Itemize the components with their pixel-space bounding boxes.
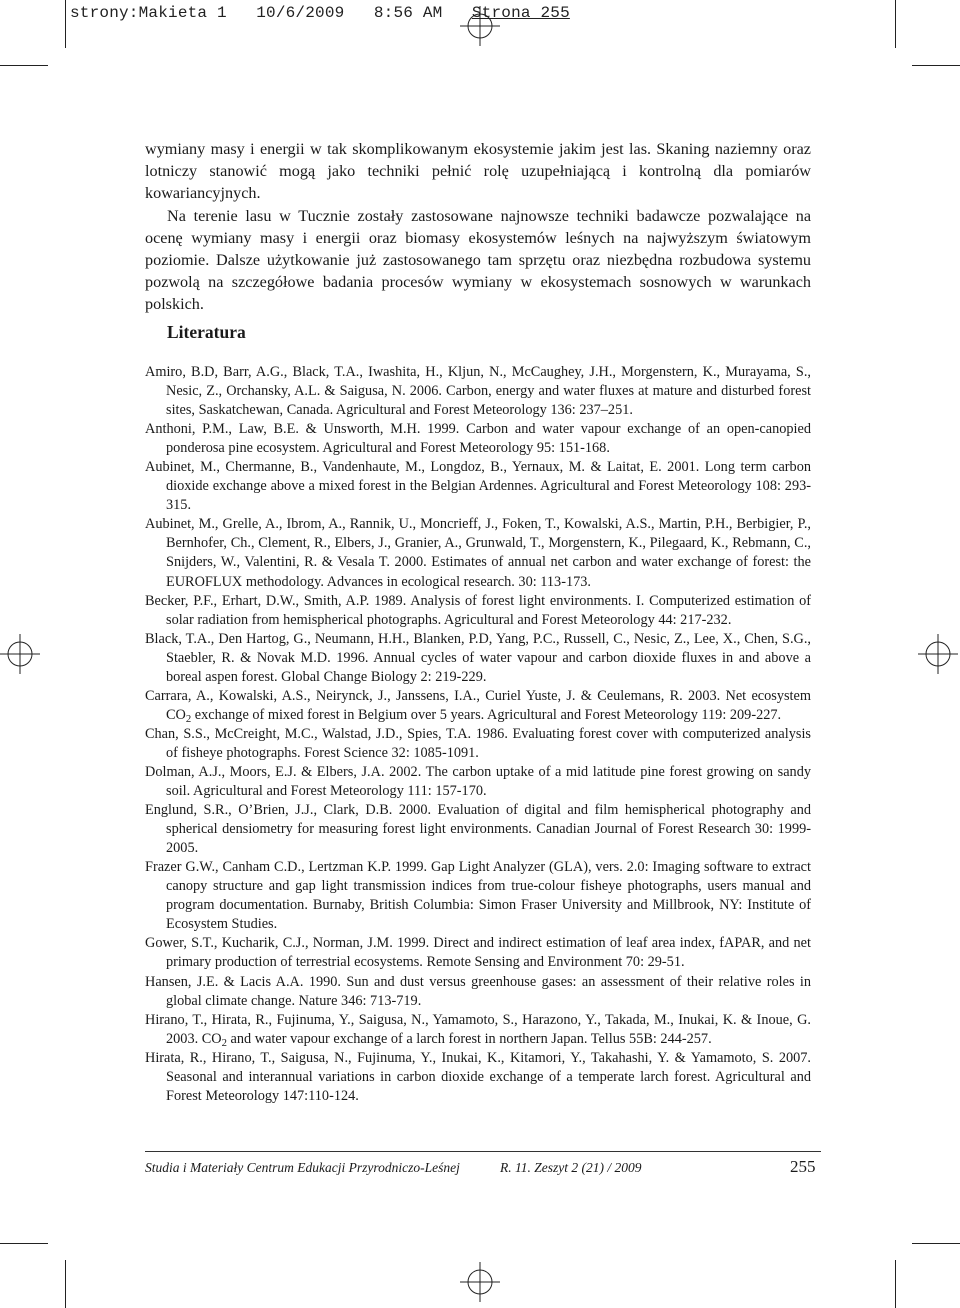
reference-item: Dolman, A.J., Moors, E.J. & Elbers, J.A. 2002. The carbon uptake of a mid latitude pine forest growing on sandy soil. Agricultural and Forest Meteorology 111: 157-170. — [145, 763, 811, 800]
crop-mark-top-right-v — [895, 0, 896, 48]
reference-item: Becker, P.F., Erhart, D.W., Smith, A.P. 1989. Analysis of forest light environments. I. Computerized estimation of solar radiation from hemispherical photographs. Agricultural and Forest Meteorology 44: 217-232. — [145, 592, 811, 628]
body-paragraph-2: Na terenie lasu w Tucznie zostały zastosowane najnowsze techniki badawcze pozwalające na ocenę wymiany masy i energii oraz biomasy ekosystemów leśnych na najwyższym światowym poziomie. Dalsze użytkowanie już zastosowanego tam sprzętu oraz niezbędna rozbudowa systemu pozwolą na szczegółowe badania procesów wymiany w ekosystemach sosnowych w warunkach polskich. — [145, 206, 811, 314]
crop-mark-bottom-left-h — [0, 1243, 48, 1244]
crop-mark-top-left-v — [65, 0, 66, 48]
footer-issue: R. 11. Zeszyt 2 (21) / 2009 — [500, 1160, 642, 1175]
reference-item: Aubinet, M., Chermanne, B., Vandenhaute, M., Longdoz, B., Yernaux, M. & Laitat, E. 2001. Long term carbon dioxide exchange above a mixed forest in the Belgian Ardennes. Agricultural and Forest Meteorology 108: 293-315. — [145, 459, 811, 514]
body-text — [145, 138, 811, 316]
body-paragraph-1: wymiany masy i energii w tak skomplikowanym ekosystemie jakim jest las. Skaning naziemny oraz lotniczy stanowić mogą jako techniki pełnić rolę uzupełniającą i kontrolną dla pomiarów kowariancyjnych. — [145, 140, 811, 203]
ref-carrara-sub: 2 — [185, 713, 192, 726]
ref-hirano-sub: 2 — [221, 1036, 227, 1049]
slug-prefix: strony:Makieta 1 10/6/2009 8:56 AM — [70, 4, 472, 22]
footer-rule — [145, 1151, 821, 1152]
reference-item: Gower, S.T., Kucharik, C.J., Norman, J.M. 1999. Direct and indirect estimation of leaf area index, fAPAR, and net primary production of terrestrial ecosystems. Remote Sensing and Environment 70: 29-51. — [145, 935, 811, 971]
section-heading: Literatura — [167, 322, 246, 342]
reference-item-carrara — [145, 687, 811, 725]
reference-item: Amiro, B.D, Barr, A.G., Black, T.A., Iwashita, H., Kljun, N., McCaughey, J.H., Morgenstern, K., Murayama, S., Nesic, Z., Orchansky, A.L. & Saigusa, N. 2006. Carbon, energy and water fluxes at mature and disturbed forest sites, Saskatchewan, Canada. Agricultural and Forest Meteorology 136: 237–251. — [145, 364, 811, 419]
reference-item: Englund, S.R., O’Brien, J.J., Clark, D.B. 2000. Evaluation of digital and film hemispherical photography and spherical densiometry for measuring forest light environments. Canadian Journal of Forest Research 30: 1999-2005. — [145, 802, 811, 857]
slug-page: Strona 255 — [471, 4, 570, 22]
reference-item: Hansen, J.E. & Lacis A.A. 1990. Sun and dust versus greenhouse gases: an assessment of their relative roles in global climate change. Nature 346: 713-719. — [145, 973, 811, 1009]
reference-item: Anthoni, P.M., Law, B.E. & Unsworth, M.H. 1999. Carbon and water vapour exchange of an open-canopied ponderosa pine ecosystem. Agricultural and Forest Meteorology 95: 151-168. — [145, 421, 811, 457]
reference-item: Black, T.A., Den Hartog, G., Neumann, H.H., Blanken, P.D, Yang, P.C., Russell, C., Nesic, Z., Lee, X., Chen, S.G., Staebler, R. & Novak M.D. 1996. Annual cycles of water vapour and carbon dioxide fluxes in and above a boreal aspen forest. Global Change Biology 2: 219-229. — [145, 630, 811, 685]
reference-item: Aubinet, M., Grelle, A., Ibrom, A., Rannik, U., Moncrieff, J., Foken, T., Kowalski, A.S., Martin, P.H., Berbigier, P., Bernhofer, Ch., Clement, R., Elbers, J., Granier, A., Grunwald, T., Morgenstern, K., Pilegaard, K., Rebmann, C., Snijders, W., Valentini, R. & Vesala T. 2000. Estimates of annual net carbon and water exchange of forest: the EUROFLUX methodology. Advances in ecological research. 30: 113-173. — [145, 516, 811, 590]
references-list — [145, 363, 811, 1106]
ref-carrara-before: Carrara, A., Kowalski, A.S., Neirynck, J., Janssens, I.A., Curiel Yuste, J. & Ceulemans, R. 2003. Net ecosystem CO — [145, 687, 811, 723]
reference-item: Frazer G.W., Canham C.D., Lertzman K.P. 1999. Gap Light Analyzer (GLA), vers. 2.0: Imaging software to extract canopy structure and gap light transmission indices from true-colour fisheye photographs, users manual and program documentation. Burnaby, British Columbia: Simon Fraser University and Millbrook, NY: Institute of Ecosystem Studies. — [145, 859, 811, 933]
registration-mark-top-icon — [460, 6, 500, 46]
crop-mark-bottom-right-v — [895, 1260, 896, 1308]
reference-item-hirano — [145, 1011, 811, 1049]
crop-mark-bottom-right-h — [912, 1243, 960, 1244]
ref-hirano-before: Hirano, T., Hirata, R., Fujinuma, Y., Saigusa, N., Yamamoto, S., Harazono, Y., Takada, M., Inukai, K. & Inoue, G. 2003. CO — [145, 1011, 811, 1047]
crop-mark-bottom-left-v — [65, 1260, 66, 1308]
reference-item: Chan, S.S., McCreight, M.C., Walstad, J.D., Spies, T.A. 1986. Evaluating forest cover with computerized analysis of fisheye photographs. Forest Science 32: 1085-1091. — [145, 725, 811, 761]
footer-journal: Studia i Materiały Centrum Edukacji Przyrodniczo-Leśnej — [145, 1160, 460, 1175]
reference-item: Hirata, R., Hirano, T., Saigusa, N., Fujinuma, Y., Inukai, K., Kitamori, Y., Takahashi, Y. & Yamamoto, S. 2007. Seasonal and interannual variations in carbon dioxide exchange of a temperate larch forest. Agricultural and Forest Meteorology 147:110-124. — [145, 1049, 811, 1104]
crop-mark-top-left-h — [0, 65, 48, 66]
ref-hirano-after: and water vapour exchange of a larch forest in northern Japan. Tellus 55B: 244-257. — [226, 1030, 712, 1047]
registration-mark-bottom-icon — [460, 1262, 500, 1302]
registration-mark-left-icon — [0, 634, 40, 674]
ref-carrara-after: exchange of mixed forest in Belgium over 5 years. Agricultural and Forest Meteorology 119: 209-227. — [191, 706, 782, 723]
page-number: 255 — [790, 1157, 816, 1176]
crop-mark-top-right-h — [912, 65, 960, 66]
registration-mark-right-icon — [918, 634, 958, 674]
